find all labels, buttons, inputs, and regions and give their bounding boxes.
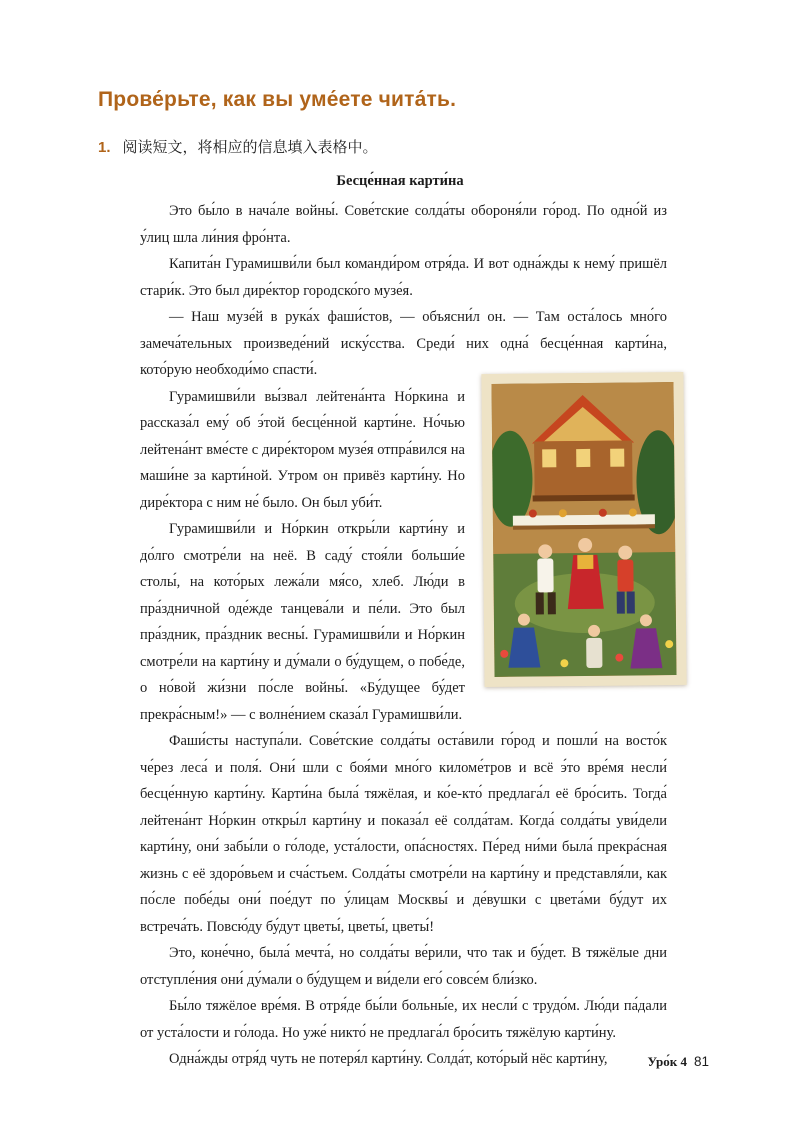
paragraph-4: Гурамишви́ли вы́звал лейтена́нта Но́ркина и рассказа́л ему́ об э́той бесце́нной карти́не. Но́чью лейтена́нт вме́сте с дире́ктором музе́я отпра́вился на маши́не за карти́ной. Утром он привёз карти́ну. Но дире́ктора с ним не́ было. Он был уби́т. xyxy=(140,388,465,511)
paragraph-8: Бы́ло тяжёлое вре́мя. В отря́де бы́ли больны́е, их несли́ с трудо́м. Лю́ди па́дали от уста́лости и го́лода. Но уже́ никто́ не предлага́л бро́сить тяжёлую карти́ну. xyxy=(140,998,667,1041)
lesson-label: Уро́к 4 xyxy=(647,1054,687,1069)
section-heading: Прове́рьте, как вы уме́ете чита́ть. xyxy=(98,88,457,111)
painting-frame xyxy=(481,372,686,687)
task-number: 1. xyxy=(98,139,111,156)
paragraph-6: Фаши́сты наступа́ли. Сове́тские солда́ты оста́вили го́род и пошли́ на восто́к че́рез леса́ и поля́. Они́ шли с боя́ми мно́го киломе́тров и всё э́то вре́мя несли́ бесце́нную карти́ну. Карти́на была́ тяжёлая, и ко́е-кто́ предлага́л её бро́сить. Тогда́ лейтена́нт Но́ркин откры́л карти́ну и показа́л её солда́там. Когда́ солда́ты уви́дели карти́ну, они́ забы́ли о го́лоде, уста́лости, опа́сностях. Пе́ред ни́ми была́ прекра́сная жизнь с её здоро́вьем и сча́стьем. Солда́ты смотре́ли на карти́ну и представля́ли, как по́сле побе́ды они́ пое́дут по у́лицам Москвы́ и де́вушки с цвета́ми бу́дут их встреча́ть. Повсю́ду бу́дут цветы́, цветы́, цветы́! xyxy=(140,733,667,935)
paragraph-9: Одна́жды отря́д чуть не потеря́л карти́ну. Солда́т, кото́рый нёс карти́ну, xyxy=(169,1051,608,1067)
page-footer xyxy=(648,1054,709,1070)
paragraph-3: — Наш музе́й в рука́х фаши́стов, — объясни́л он. — Там оста́лось мно́го замеча́тельных произведе́ний иску́сства. Среди́ них одна́ бесце́нная карти́на, кото́рую необходи́мо спасти́. xyxy=(140,309,667,378)
folk-festival-painting xyxy=(491,382,676,677)
page-number: 81 xyxy=(693,1054,709,1069)
story-title: Бесце́нная карти́на xyxy=(336,173,464,189)
paragraph-1: Это бы́ло в нача́ле войны́. Сове́тские солда́ты обороня́ли го́род. По одно́й из у́лиц шла ли́ния фро́нта. xyxy=(140,203,667,246)
task-text: 阅读短文，将相应的信息填入表格中。 xyxy=(122,138,378,156)
paragraph-7: Это, коне́чно, была́ мечта́, но солда́ты ве́рили, что так и бу́дет. В тяжёлые дни отступле́ния они́ ду́мали о бу́дущем и ви́дели его́ совсе́м бли́зко. xyxy=(140,945,667,988)
painting-illustration xyxy=(491,382,676,677)
task-instruction xyxy=(98,136,378,157)
paragraph-5: Гурамишви́ли и Но́ркин откры́ли карти́ну и до́лго смотре́ли на неё. В саду́ стоя́ли больши́е столы́, на кото́рых лежа́ли мя́со, хлеб. Лю́ди в пра́здничной оде́жде танцева́ли и пе́ли. Это был пра́здник, пра́здник весны́. Гурамишви́ли и Но́ркин смотре́ли на карти́ну и ду́мали о бу́дущем, о побе́де, о но́вой жи́зни по́сле войны́. «Бу́дущее бу́дет прекра́сным!» — с волне́нием сказа́л Гурамишви́ли. xyxy=(140,521,465,723)
paragraph-2: Капита́н Гурамишви́ли был команди́ром отря́да. И вот одна́жды к нему́ пришёл стари́к. Это был дире́ктор городско́го музе́я. xyxy=(140,256,667,299)
